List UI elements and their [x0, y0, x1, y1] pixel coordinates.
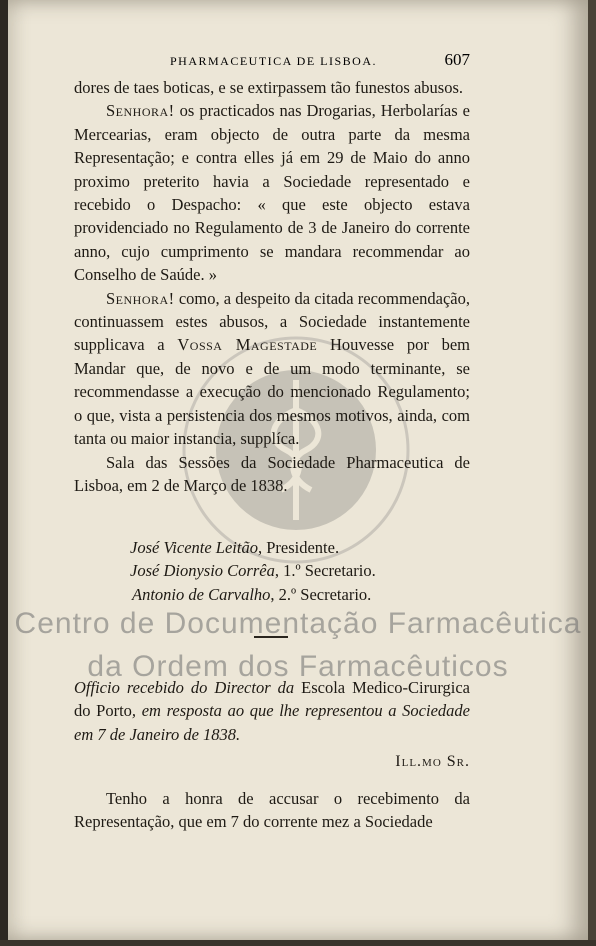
page-number: 607	[444, 50, 470, 69]
vossa-magestade: Vossa Magestade	[177, 335, 318, 355]
paragraph-3	[74, 287, 470, 451]
running-head: PHARMACEUTICA DE LISBOA.	[170, 54, 378, 68]
signature-title: , 1.º Secretario.	[274, 561, 376, 581]
paragraph-2-text: os practicados nas Drogarias, Herbolarías e Mercearias, eram objecto de outra parte da mesma Representação; e contra elles já em 29 de Maio do anno proximo preterito havia a Sociedade representado e recebido o Despacho: « que este objecto estava providenciado no Regulamento de 3 de Janeiro do corrente anno, cujo cumprimento se mandara recommendar ao Conselho de Saúde. »	[74, 101, 470, 285]
paragraph-4: Sala das Sessões da Sociedade Pharmaceutica de Lisboa, em 2 de Março de 1838.	[74, 452, 470, 495]
page-header	[74, 50, 470, 70]
section-divider	[254, 636, 288, 638]
heading-school-name: Escola Medico-Cirurgica do Porto	[74, 678, 471, 721]
signature-first-secretary	[130, 559, 470, 582]
binding-shadow	[0, 0, 8, 946]
page-bottom-edge	[0, 940, 596, 946]
letter-paragraph: Tenho a honra de accusar o recebimento da Representação, que em 7 do corrente mez a Sociedade	[74, 789, 470, 832]
page-edge	[588, 0, 596, 946]
watermark-line-2: da Ordem dos Farmacêuticos	[87, 650, 509, 683]
signatures	[74, 536, 470, 606]
section-heading	[74, 676, 470, 746]
signature-name: José Vicente Leitão	[130, 538, 258, 557]
signature-name: José Dionysio Corrêa	[130, 561, 275, 581]
salutation: Ill.mo Sr.	[395, 753, 470, 770]
signature-second-secretary	[132, 583, 470, 606]
signature-title: , Presidente.	[257, 538, 340, 557]
signature-title: , 2.º Secretario.	[270, 584, 372, 604]
main-body-text	[74, 76, 470, 497]
heading-part-3: , em resposta ao que lhe representou a Sociedade em 7 de Janeiro de 1838.	[74, 701, 470, 744]
watermark-line-1: Centro de Documentação Farmacêutica	[14, 607, 582, 640]
paragraph-1: dores de taes boticas, e se extirpassem tão funestos abusos.	[74, 78, 464, 97]
paragraph-3-text-b: Houvesse por bem Mandar que, de novo e de um modo terminante, se recommendasse a execução do mencionado Regulamento; o que, vista a persistencia dos mesmos motivos, ainda, com tanta ou maior instancia, supplíca.	[74, 335, 470, 449]
signature-president	[130, 536, 470, 559]
address-senhora: Senhora!	[106, 101, 175, 121]
heading-part-1: Officio recebido do Director da	[74, 678, 302, 697]
paragraph-2	[74, 99, 470, 286]
address-senhora: Senhora!	[106, 288, 175, 308]
signature-name: Antonio de Carvalho	[132, 584, 271, 604]
paragraph-3-text-a: como, a despeito da citada recommendação, continuassem estes abusos, a Sociedade instantemente supplicava a	[74, 288, 470, 355]
letter-text	[74, 787, 470, 834]
